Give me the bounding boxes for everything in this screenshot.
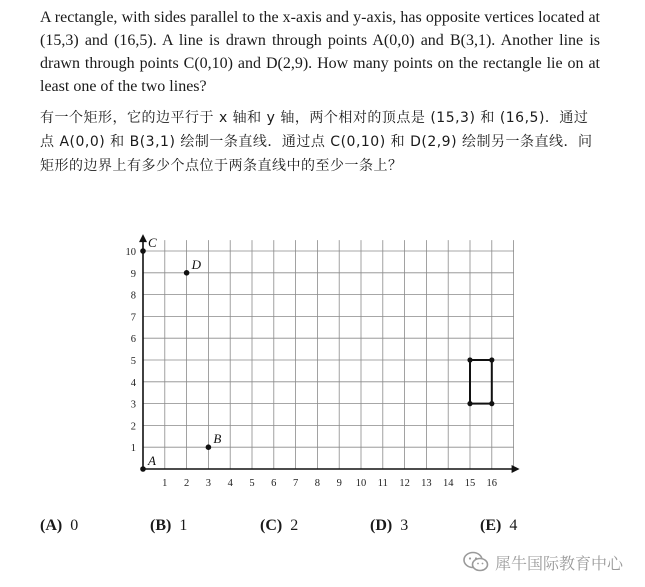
y-axis-arrow (139, 234, 147, 242)
rectangle-vertex (467, 357, 472, 362)
x-tick-label: 16 (486, 478, 498, 489)
x-tick-label: 12 (399, 478, 410, 489)
choice-value: 3 (400, 517, 409, 534)
x-axis-arrow (512, 465, 520, 473)
x-tick-label: 3 (205, 478, 212, 489)
y-tick-label: 10 (125, 247, 136, 258)
point-label-a: A (148, 453, 156, 468)
x-tick-label: 2 (183, 478, 190, 489)
choice-d[interactable] (370, 517, 408, 535)
y-tick-label: 9 (130, 268, 136, 280)
x-tick-label: 4 (227, 478, 233, 489)
x-tick-label: 15 (464, 478, 476, 489)
y-tick-label: 4 (130, 377, 136, 389)
choice-letter: (B) (150, 517, 172, 534)
x-tick-label: 13 (421, 478, 432, 489)
choice-b[interactable] (150, 517, 187, 535)
points (140, 235, 221, 472)
problem-text-english: A rectangle, with sides parallel to the x-axis and y-axis, has opposite vertices located at (15,3) and (16,5). A line is drawn through points A(0,0) and B(3,1). Another line is drawn through points C(0,10) and D(2,9). How many points on the rectangle lie on at least one of the two lines? (40, 9, 600, 95)
choice-a[interactable] (40, 517, 78, 535)
x-tick-label: 6 (271, 478, 277, 489)
choice-value: 2 (290, 517, 299, 534)
x-tick-label: 14 (442, 478, 454, 489)
point-label-c: C (148, 235, 157, 250)
wechat-icon (463, 551, 489, 573)
watermark-text: 犀牛国际教育中心 (495, 553, 624, 573)
choice-letter: (A) (40, 517, 63, 534)
tick-labels (126, 247, 498, 489)
y-tick-label: 6 (130, 334, 136, 346)
watermark (463, 547, 623, 577)
point-a (140, 466, 146, 472)
problem-text-chinese: 有一个矩形，它的边平行于 x 轴和 y 轴，两个相对的顶点是 (15,3) 和 (16,5)．通过点 A(0,0) 和 B(3,1) 绘制一条直线．通过点 C(0,10) 和 D(2,9) 绘制另一条直线．问矩形的边界上有多少个点位于两条直线中的至少一条上？ (40, 110, 593, 174)
choice-letter: (E) (480, 517, 502, 534)
choice-value: 0 (70, 517, 79, 534)
choice-value: 1 (179, 517, 188, 534)
choice-c[interactable] (260, 517, 298, 535)
x-tick-label: 1 (162, 478, 168, 489)
y-tick-label: 1 (130, 443, 136, 455)
grid-lines (143, 240, 514, 469)
choice-e[interactable] (480, 517, 517, 535)
y-tick-label: 5 (130, 356, 136, 367)
rectangle-vertex (489, 357, 494, 362)
y-tick-label: 3 (130, 399, 136, 411)
y-tick-label: 2 (130, 421, 136, 433)
point-label-d: D (191, 256, 201, 272)
x-tick-label: 5 (249, 478, 255, 489)
point-label-b: B (213, 431, 222, 447)
answer-choices (40, 517, 600, 541)
point-d (184, 270, 190, 276)
x-tick-label: 7 (292, 478, 299, 489)
choice-letter: (C) (260, 517, 283, 534)
rectangle-vertex (489, 401, 494, 406)
x-tick-label: 9 (336, 478, 342, 489)
y-tick-label: 7 (130, 312, 136, 324)
point-b (206, 444, 212, 450)
choice-letter: (D) (370, 517, 393, 534)
point-c (140, 248, 146, 254)
x-tick-label: 11 (377, 478, 388, 489)
choice-value: 4 (509, 517, 518, 534)
rectangle-vertex (467, 401, 472, 406)
x-tick-label: 8 (314, 478, 321, 489)
x-tick-label: 10 (355, 478, 367, 489)
y-tick-label: 8 (130, 290, 136, 302)
